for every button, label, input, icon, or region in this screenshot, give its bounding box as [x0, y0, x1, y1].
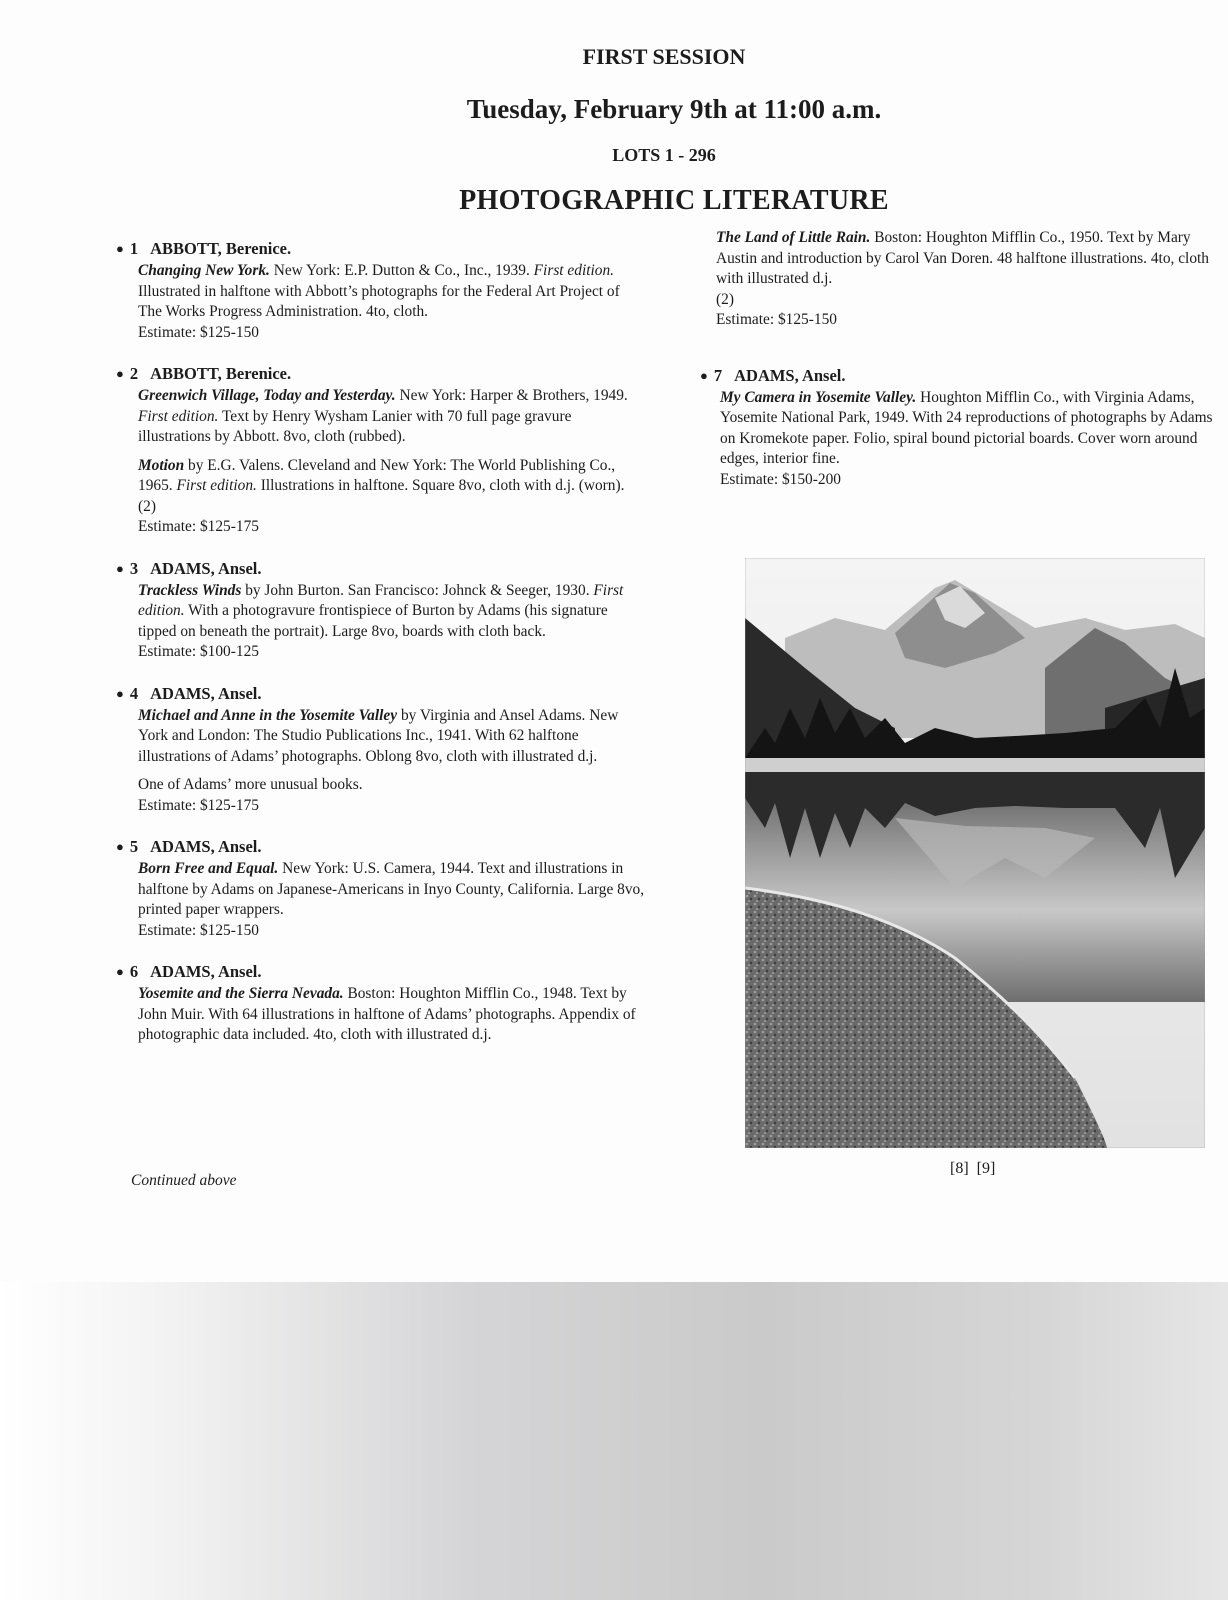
lot-number: 6 [129, 962, 139, 981]
lot-number: 4 [129, 683, 139, 703]
lot-entry [116, 836, 646, 941]
lot-paragraph: Trackless Winds by John Burton. San Francisco: Johnck & Seeger, 1930. First edition. With a photogravure frontispiece of Burton by Adams (his signature tipped on beneath the portrait). Large 8vo, boards with cloth back. [138, 581, 624, 640]
continued-note: Continued above [131, 1172, 237, 1189]
lot-estimate: Estimate: $125-150 [138, 921, 259, 939]
lot-author: ADAMS, Ansel. [150, 683, 262, 703]
lot-description [138, 386, 646, 538]
lot-number: 7 [713, 365, 723, 385]
lot-estimate: Estimate: $125-150 [716, 311, 837, 328]
lot-author: ADAMS, Ansel. [150, 837, 262, 856]
lot-description [138, 261, 646, 343]
lot-estimate: Estimate: $100-125 [138, 643, 259, 660]
lot-description [138, 859, 646, 941]
category-heading: PHOTOGRAPHIC LITERATURE [459, 185, 889, 216]
lot-quantity: (2) [716, 290, 734, 308]
lot-entry [116, 683, 646, 817]
lot-estimate: Estimate: $125-175 [138, 796, 259, 814]
lot-entry [116, 558, 646, 663]
lot-number: 2 [129, 364, 139, 383]
bullet-icon: ● [116, 964, 124, 979]
lot-paragraph: Michael and Anne in the Yosemite Valley by Virginia and Ansel Adams. New York and London: The Studio Publications Inc., 1941. With 62 halftone illustrations of Adams’ photographs. Oblong 8vo, cloth with illustrated d.j. [138, 706, 619, 765]
lot-author: ADAMS, Ansel. [150, 558, 262, 578]
lot-estimate: Estimate: $150-200 [720, 470, 841, 488]
session-heading: FIRST SESSION [582, 44, 746, 69]
lot-heading [116, 558, 646, 581]
lot-description [138, 984, 646, 1046]
lot-paragraph: Born Free and Equal. New York: U.S. Camera, 1944. Text and illustrations in halftone by Adams on Japanese-Americans in Inyo County, California. Large 8vo, printed paper wrappers. [138, 860, 645, 918]
lot-heading [116, 836, 646, 859]
lot-continuation [716, 228, 1228, 331]
right-column [700, 228, 1228, 510]
lot-heading [116, 363, 646, 386]
lot-number: 1 [129, 239, 139, 258]
bullet-icon: ● [116, 685, 124, 701]
lot-entry [116, 363, 646, 538]
bullet-icon: ● [116, 560, 124, 576]
lot-paragraph: The Land of Little Rain. Boston: Houghton Mifflin Co., 1950. Text by Mary Austin and introduction by Carol Van Doren. 48 halftone illustrations. 4to, cloth with illustrated d.j. [716, 229, 1210, 287]
lot-estimate: Estimate: $125-150 [138, 323, 259, 341]
lot-author: ABBOTT, Berenice. [150, 364, 292, 383]
lot-description [138, 581, 646, 663]
lot-paragraph: Motion by E.G. Valens. Cleveland and New York: The World Publishing Co., 1965. First edition. Illustrations in halftone. Square 8vo, cloth with d.j. (worn). [138, 456, 625, 494]
lot-paragraph: Changing New York. New York: E.P. Dutton & Co., Inc., 1939. First edition. Illustrated in halftone with Abbott’s photographs for the Federal Art Project of The Works Progress Administration. 4to, cloth. [138, 262, 620, 320]
lot-author: ADAMS, Ansel. [734, 365, 846, 385]
lot-paragraph: Yosemite and the Sierra Nevada. Boston: Houghton Mifflin Co., 1948. Text by John Muir. With 64 illustrations in halftone of Adams’ photographs. Appendix of photographic data included. 4to, cloth with illustrated d.j. [138, 985, 636, 1043]
photo-caption: [8] [9] [950, 1160, 996, 1177]
lot-heading [116, 961, 646, 984]
lot-heading [700, 365, 1228, 388]
lot-author: ABBOTT, Berenice. [150, 239, 292, 258]
lot-description [720, 388, 1228, 491]
lots-range: LOTS 1 - 296 [612, 145, 716, 165]
bullet-icon: ● [116, 839, 124, 854]
lot-estimate: Estimate: $125-175 [138, 518, 259, 535]
scan-background [0, 1282, 1228, 1600]
lot-entry [116, 238, 646, 343]
lot-entry [700, 365, 1228, 491]
bullet-icon: ● [116, 366, 124, 381]
lot-description [138, 706, 646, 817]
bullet-icon: ● [700, 367, 708, 383]
lot-paragraph: One of Adams’ more unusual books. [138, 776, 363, 793]
lot-number: 5 [129, 837, 139, 856]
lot-heading [116, 683, 646, 706]
mountain-lake-photo-icon [745, 558, 1205, 1148]
lot-quantity: (2) [138, 497, 156, 515]
lot-number: 3 [129, 558, 139, 578]
left-column [116, 238, 646, 1066]
lot-paragraph: Greenwich Village, Today and Yesterday. New York: Harper & Brothers, 1949. First edition. Text by Henry Wysham Lanier with 70 full page gravure illustrations by Abbott. 8vo, cloth (rubbed). [138, 387, 628, 445]
lot-heading [116, 238, 646, 261]
lot-paragraph: My Camera in Yosemite Valley. Houghton Mifflin Co., with Virginia Adams, Yosemite National Park, 1949. With 24 reproductions of photographs by Adams on Kromekote paper. Folio, spiral bound pictorial boards. Cover worn around edges, interior fine. [720, 388, 1213, 467]
session-datetime: Tuesday, February 9th at 11:00 a.m. [466, 94, 882, 124]
lot-author: ADAMS, Ansel. [150, 962, 262, 981]
bullet-icon: ● [116, 241, 124, 256]
lot-entry [116, 961, 646, 1046]
